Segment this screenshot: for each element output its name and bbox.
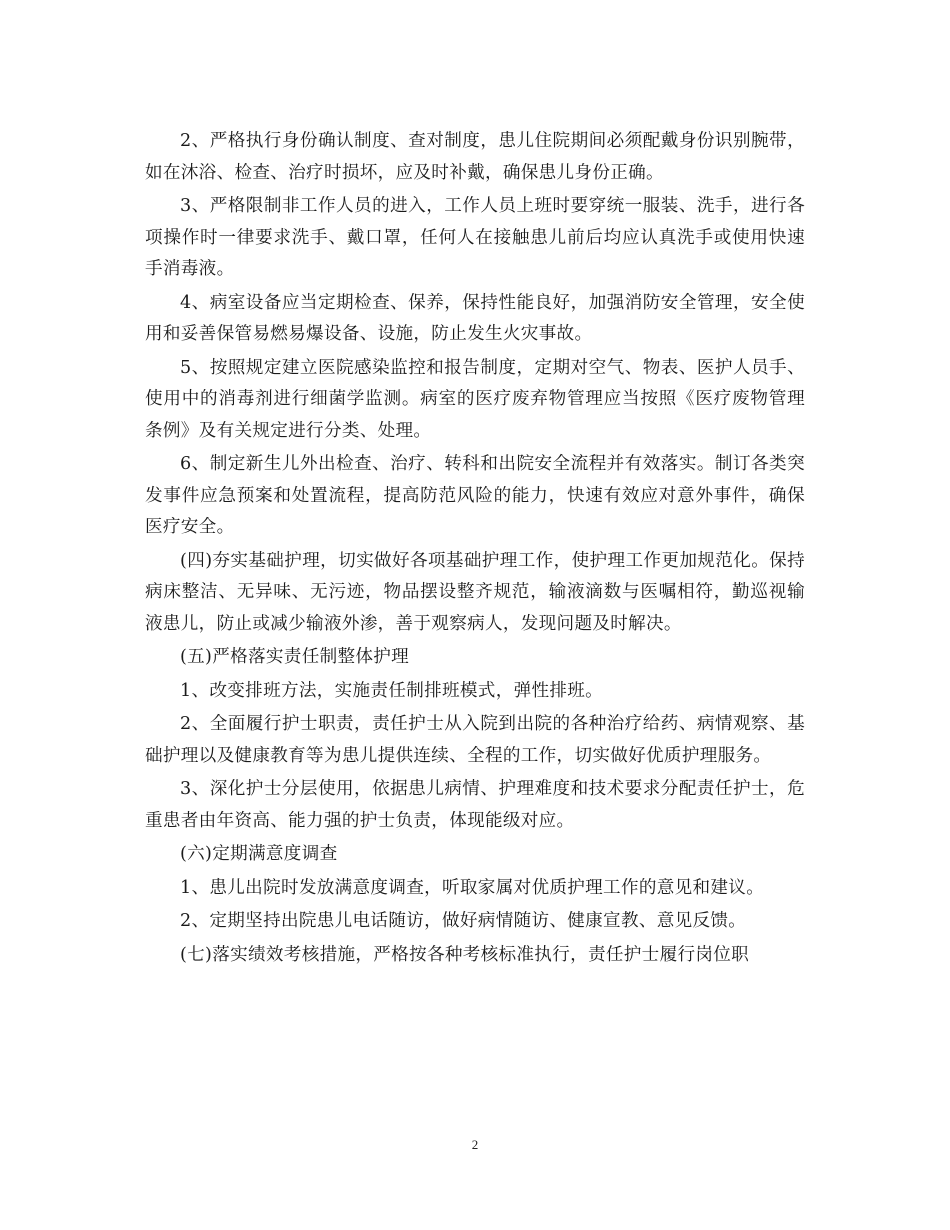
paragraph: 3、深化护士分层使用，依据患儿病情、护理难度和技术要求分配责任护士，危重患者由年资高、能力强的护士负责，体现能级对应。 <box>145 779 805 831</box>
document-body <box>145 126 805 971</box>
paragraph: 2、定期坚持出院患儿电话随访，做好病情随访、健康宣教、意见反馈。 <box>180 911 747 931</box>
paragraph: 3、严格限制非工作人员的进入，工作人员上班时要穿统一服装、洗手，进行各项操作时一律要求洗手、戴口罩，任何人在接触患儿前后均应认真洗手或使用快速手消毒液。 <box>145 196 805 279</box>
section-heading: (五)严格落实责任制整体护理 <box>180 647 410 667</box>
paragraph: 4、病室设备应当定期检查、保养，保持性能良好，加强消防安全管理，安全使用和妥善保管易燃易爆设备、设施，防止发生火灾事故。 <box>145 292 805 344</box>
paragraph: (七)落实绩效考核措施，严格按各种考核标准执行，责任护士履行岗位职 <box>180 944 750 965</box>
paragraph: 6、制定新生儿外出检查、治疗、转科和出院安全流程并有效落实。制订各类突发事件应急预案和处置流程，提高防范风险的能力，快速有效应对意外事件，确保医疗安全。 <box>145 454 805 537</box>
page-number: 2 <box>471 1137 479 1152</box>
paragraph: 2、全面履行护士职责，责任护士从入院到出院的各种治疗给药、病情观察、基础护理以及健康教育等为患儿提供连续、全程的工作，切实做好优质护理服务。 <box>145 714 805 766</box>
section-heading: (六)定期满意度调查 <box>180 844 338 864</box>
paragraph: 1、患儿出院时发放满意度调查，听取家属对优质护理工作的意见和建议。 <box>180 877 765 898</box>
paragraph: 1、改变排班方法，实施责任制排班模式，弹性排班。 <box>180 680 604 701</box>
paragraph: 2、严格执行身份确认制度、查对制度，患儿住院期间必须配戴身份识别腕带，如在沐浴、检查、治疗时损坏，应及时补戴，确保患儿身份正确。 <box>145 131 805 183</box>
paragraph: (四)夯实基础护理，切实做好各项基础护理工作，使护理工作更加规范化。保持病床整洁、无异味、无污迹，物品摆设整齐规范，输液滴数与医嘱相符，勤巡视输液患儿，防止或减少输液外渗，善于观察病人，发现问题及时解决。 <box>145 550 805 634</box>
paragraph: 5、按照规定建立医院感染监控和报告制度，定期对空气、物表、医护人员手、使用中的消毒剂进行细菌学监测。病室的医疗废弃物管理应当按照《医疗废物管理条例》及有关规定进行分类、处理。 <box>145 357 805 441</box>
